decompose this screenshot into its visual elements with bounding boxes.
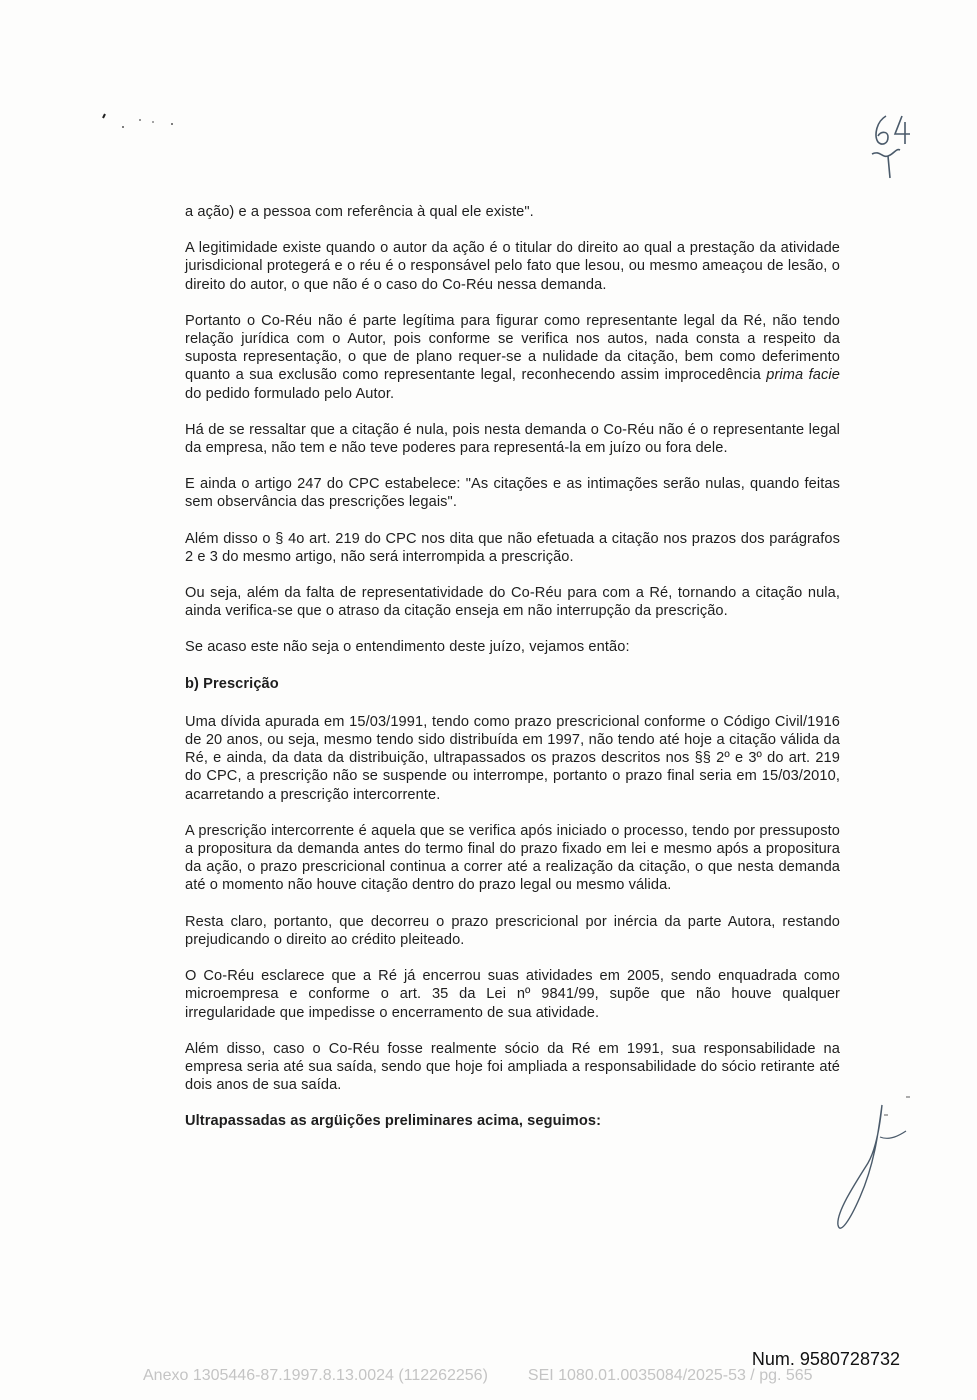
paragraph-resta-claro: Resta claro, portanto, que decorreu o prazo prescricional por inércia da parte Autora, restando prejudicando o direito ao crédito pleiteado. bbox=[185, 913, 840, 948]
handwritten-page-number bbox=[868, 112, 928, 182]
handwritten-signature bbox=[820, 1085, 930, 1245]
footer-annex: Anexo 1305446-87.1997.8.13.0024 (112262256) bbox=[143, 1367, 488, 1384]
paragraph-responsabilidade: Além disso, caso o Co-Réu fosse realmente sócio da Ré em 1991, sua responsabilidade na empresa seria até sua saída, sendo que hoje foi ampliada a responsabilidade do sócio retirante até dois anos de sua saída. bbox=[185, 1040, 840, 1094]
paragraph-artigo-219: Além disso o § 4o art. 219 do CPC nos dita que não efetuada a citação nos prazos dos parágrafos 2 e 3 do mesmo artigo, não será interrompida a prescrição. bbox=[185, 530, 840, 565]
paragraph-entendimento: Se acaso este não seja o entendimento deste juízo, vejamos então: bbox=[185, 639, 630, 656]
paragraph-citation-end: a ação) e a pessoa com referência à qual ele existe". bbox=[185, 204, 534, 220]
paragraph-citacao-nula: Há de se ressaltar que a citação é nula, pois nesta demanda o Co-Réu não é o representante legal da empresa, não tem e não teve poderes para representá-la em juízo ou fora dele. bbox=[185, 421, 840, 457]
italic-prima-facie: prima facie bbox=[766, 367, 840, 384]
paragraph-artigo-247: E ainda o artigo 247 do CPC estabelece: "As citações e as intimações serão nulas, quando feitas sem observância das prescrições legais". bbox=[185, 476, 840, 511]
document-body bbox=[185, 203, 840, 1149]
footer-annex-line bbox=[143, 1367, 863, 1385]
paragraph-prescricao-intercorrente: A prescrição intercorrente é aquela que se verifica após iniciado o processo, tendo por pressuposto a propositura da demanda antes do termo final do prazo fixado em lei e mesmo após a propositura da ação, o prazo prescricional continua a correr até a realização da citação, o que nesta demanda até o momento não houve citação dentro do prazo legal ou mesmo válida. bbox=[185, 822, 840, 894]
paragraph-closing: Ultrapassadas as argüições preliminares acima, seguimos: bbox=[185, 1113, 602, 1130]
paragraph-parte-ilegitima: Portanto o Co-Réu não é parte legítima para figurar como representante legal da Ré, não tendo relação jurídica com o Autor, pois conforme se verifica nos autos, nada consta a respeito da suposta representação, o que de plano requer-se a nulidade da citação, bem como deferimento quanto a sua exclusão como representante legal, reconhecendo assim improcedência prima facie do pedido formulado pelo Autor. bbox=[185, 312, 840, 402]
section-heading-prescricao: b) Prescrição bbox=[185, 675, 279, 692]
paragraph-legitimidade: A legitimidade existe quando o autor da ação é o titular do direito ao qual a prestação da atividade jurisdicional protegerá e o réu é o responsável pelo fato que lesou, ou mesmo ameaçou de lesão, o direito do autor, o que não é o caso do Co-Réu nessa demanda. bbox=[185, 240, 840, 293]
paragraph-divida: Uma dívida apurada em 15/03/1991, tendo como prazo prescricional conforme o Código Civil/1916 de 20 anos, ou seja, mesmo tendo sido distribuída em 1997, não tendo até hoje a citação válida da Ré, e ainda, da data da distribuição, ultrapassados os prazos descritos nos §§ 2º e 3º do art. 219 do CPC, a prescrição não se suspende ou interrompe, portanto o prazo final seria em 15/03/2010, acarretando a prescrição intercorrente. bbox=[185, 713, 840, 803]
scan-specks bbox=[95, 108, 185, 138]
document-number: Num. 9580728732 bbox=[751, 1349, 900, 1369]
paragraph-ou-seja: Ou seja, além da falta de representatividade do Co-Réu para com a Ré, tornando a citação nula, ainda verifica-se que o atraso da citação enseja em não interrupção da prescrição. bbox=[185, 585, 840, 620]
paragraph-encerramento: O Co-Réu esclarece que a Ré já encerrou suas atividades em 2005, sendo enquadrada como microempresa e conforme o art. 35 da Lei nº 9841/99, supõe que não houve qualquer irregularidade que impedisse o encerramento de sua atividade. bbox=[185, 968, 840, 1021]
footer-sei: SEI 1080.01.0035084/2025-53 / pg. 565 bbox=[527, 1367, 813, 1384]
